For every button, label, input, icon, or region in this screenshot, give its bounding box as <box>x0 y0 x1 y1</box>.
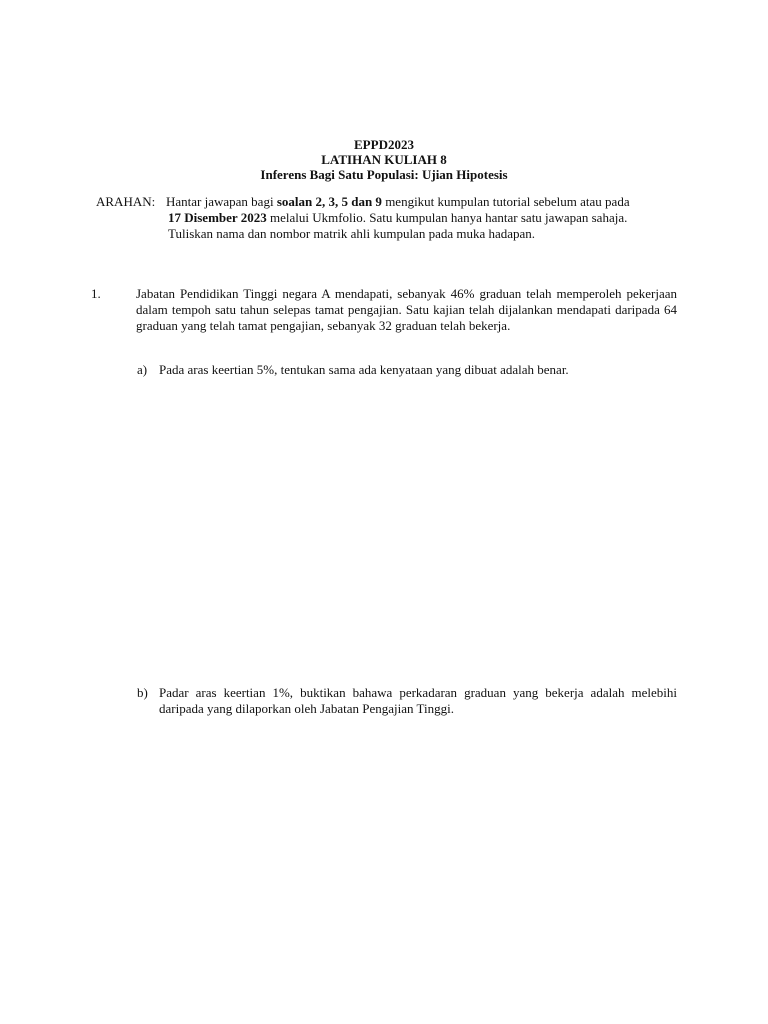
instructions-questions-bold: soalan 2, 3, 5 dan 9 <box>276 194 382 209</box>
part-label-b: b) <box>137 685 148 700</box>
instructions-line-1-start: Hantar jawapan bagi <box>166 194 277 209</box>
instructions-line-1-end: mengikut kumpulan tutorial sebelum atau pada <box>381 194 630 209</box>
question-text: Jabatan Pendidikan Tinggi negara A mendapati, sebanyak 46% graduan telah memperoleh pekerjaan dalam tempoh satu tahun selepas tamat pengajian. Satu kajian telah dijalankan mendapati daripada 64 graduan yang telah tamat pengajian, sebanyak 32 graduan telah bekerja. <box>136 286 677 333</box>
exercise-title: LATIHAN KULIAH 8 <box>321 152 447 167</box>
topic-subtitle: Inferens Bagi Satu Populasi: Ujian Hipotesis <box>260 167 508 182</box>
course-code: EPPD2023 <box>354 137 414 152</box>
document-header <box>0 137 768 182</box>
instructions-line-2-end: melalui Ukmfolio. Satu kumpulan hanya hantar satu jawapan sahaja. <box>266 210 628 225</box>
instructions-label: ARAHAN: <box>96 194 156 209</box>
question-number: 1. <box>91 286 101 301</box>
instructions-deadline-bold: 17 Disember 2023 <box>168 210 267 225</box>
part-text-a: Pada aras keertian 5%, tentukan sama ada kenyataan yang dibuat adalah benar. <box>159 362 569 377</box>
part-text-b: Padar aras keertian 1%, buktikan bahawa perkadaran graduan yang bekerja adalah melebihi daripada yang dilaporkan oleh Jabatan Pengajian Tinggi. <box>159 685 677 716</box>
part-label-a: a) <box>137 362 148 377</box>
instructions-line-3: Tuliskan nama dan nombor matrik ahli kumpulan pada muka hadapan. <box>168 226 536 241</box>
instructions-text <box>166 194 686 242</box>
instructions-line-1 <box>166 194 686 210</box>
instructions-line-2 <box>166 210 686 226</box>
